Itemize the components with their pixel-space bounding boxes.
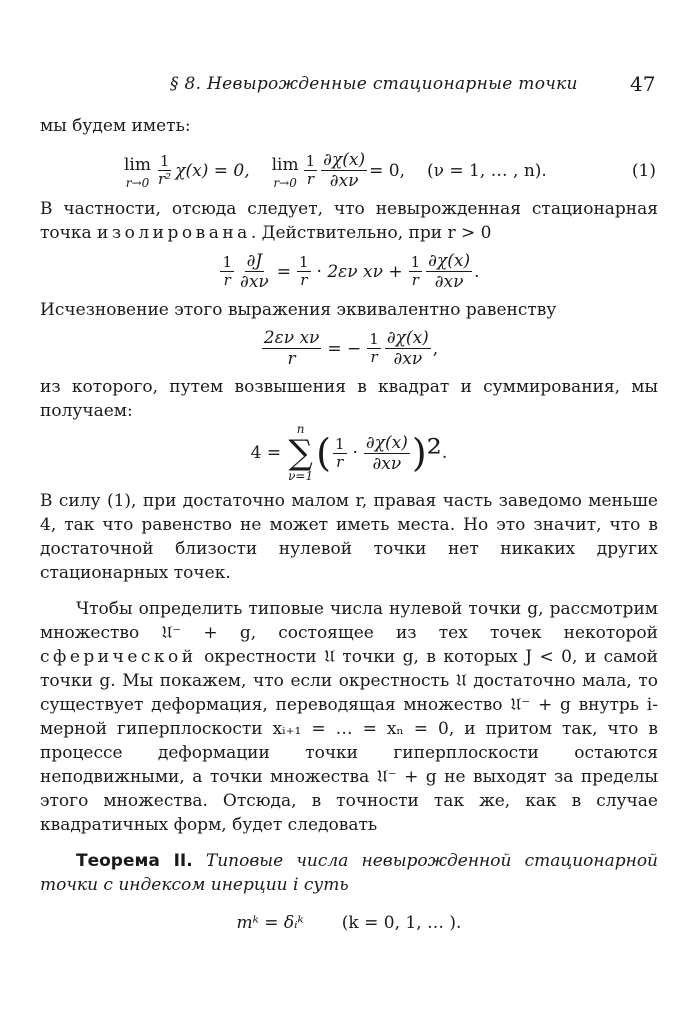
running-head: § 8. Невырожденные стационарные точки (170, 74, 578, 94)
paragraph: Исчезновение этого выражения эквивалентно равенству (40, 300, 557, 320)
fraction: $\frac{1}{r}$ (222, 253, 233, 289)
paragraph-intro: мы будем иметь: (40, 116, 191, 136)
equation-number: (1) (631, 160, 656, 181)
spaced-word: изолирована (97, 223, 251, 243)
formula-3: $\frac{\text{2εν xν}}{r}$ = − $\frac{1}{r}$ $\frac{\partial\chi(x)}{\partial x\nu}$ , (263, 328, 439, 369)
limit-operator: lim r→0 (124, 154, 151, 190)
paragraph: из которого, путем возвышения в квадрат и суммирования, мы получаем: (40, 377, 658, 421)
theorem-label: Теорема II. (76, 851, 193, 871)
limit-operator: lim r→0 (271, 154, 299, 190)
fraction: $\frac{\partial\chi(x)}{\partial x\nu}$ (323, 150, 366, 191)
theorem-text: Типовые числа невырожденной стационарной точки с индексом инерции i суть (40, 851, 659, 895)
fraction: $\frac{\partial J}{\partial x\nu}$ (240, 251, 269, 292)
fraction: $\frac{\partial\chi(x)}{\partial x\nu}$ (386, 328, 429, 369)
formula-5: mᵏ = δᵢᵏ (k = 0, 1, … ). (236, 913, 462, 933)
paragraph: В силу (1), при достаточно малом r, правая часть заведомо меньше 4, так что равенство не может иметь места. Но это значит, что в достаточной близости нулевой точки нет никаких других стационарных точек. (40, 491, 658, 583)
fraction: $\frac{\partial\chi(x)}{\partial x\nu}$ (365, 432, 408, 474)
fraction: $\frac{\text{2εν xν}}{r}$ (263, 328, 320, 369)
formula-1 (40, 150, 658, 191)
fraction: $\frac{1}{\text{r²}}$ (158, 152, 172, 188)
paragraph: В частности, отсюда следует, что невырожденная стационарная точка изолирована. Действительно, при r > 0 (40, 199, 658, 243)
formula-text: = 0, (369, 160, 405, 181)
theorem (40, 849, 658, 897)
formula-text: χ(x) = 0, (175, 160, 250, 181)
formula-4: 4 = n ∑ ν=1 ( $\frac{1}{r}$ · $\frac{\partial\chi(x)}{\partial x\nu}$ )² . (250, 422, 448, 483)
formula-2: $\frac{1}{r}$ $\frac{\partial J}{\partial x\nu}$ = $\frac{1}{r}$ · 2εν xν + $\frac{1}{r}$ $\frac{\partial\chi(x)}{\partial x\nu}$ . (222, 251, 480, 292)
fraction: $\frac{1}{r}$ (334, 434, 345, 471)
fraction: $\frac{\partial\chi(x)}{\partial x\nu}$ (428, 251, 471, 292)
fraction: $\frac{1}{r}$ (369, 330, 379, 366)
fraction: $\frac{1}{r}$ (305, 152, 316, 188)
summation: n ∑ ν=1 (288, 422, 314, 483)
spaced-word: сферической (40, 647, 197, 667)
page-body (40, 114, 658, 941)
formula-text: (ν = 1, … , n). (427, 160, 547, 181)
fraction: $\frac{1}{r}$ (410, 253, 421, 289)
fraction: $\frac{1}{r}$ (299, 253, 309, 289)
paragraph: Чтобы определить типовые числа нулевой точки g, рассмотрим множество 𝔘⁻ + g, состоящее из тех точек некоторой сферической окрестности 𝔘 точки g, в которых J < 0, и самой точки g. Мы покажем, что если окрестность 𝔘 достаточно мала, то существует деформация, переводящая множество 𝔘⁻ + g внутрь i-мерной гиперплоскости xᵢ₊₁ = … = xₙ = 0, и притом так, что в процессе деформации точки гиперплоскости остаются неподвижными, а точки множества 𝔘⁻ + g не выходят за пределы этого множества. Отсюда, в точности так же, как в случае квадратичных форм, будет следовать (40, 599, 659, 835)
page-number: 47 (630, 72, 656, 96)
page-header (0, 72, 700, 98)
